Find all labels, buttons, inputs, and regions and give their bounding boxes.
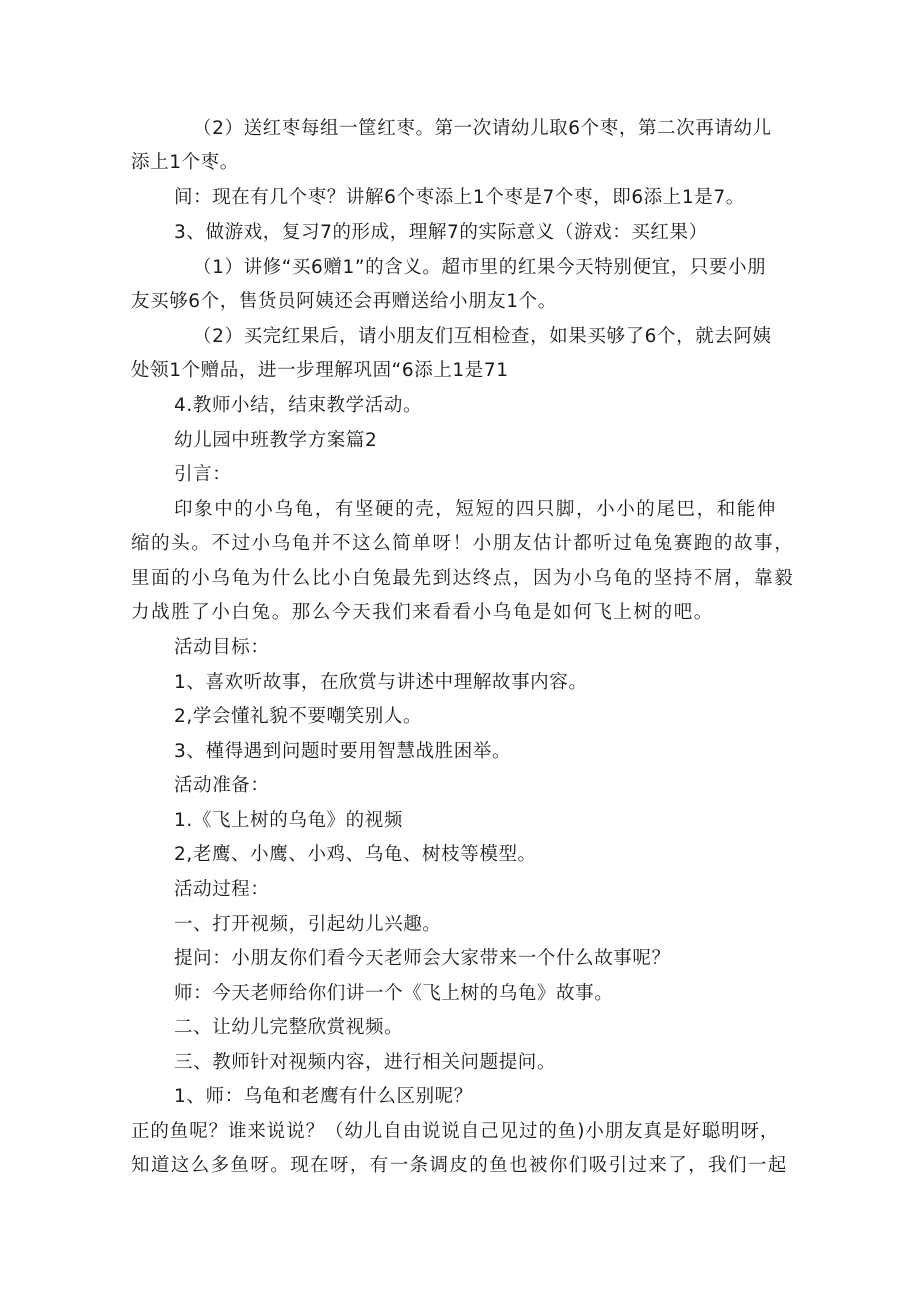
text-line: （2）买完红果后，请小朋友们互相检查，如果买够了6个，就去阿姨 [193,326,772,347]
text-line: （1）讲修“买6赠1”的含义。超市里的红果今天特别便宜，只要小朋 [193,257,767,278]
text-line: 里面的小乌龟为什么比小白兔最先到达终点，因为小乌龟的坚持不屑，靠毅 [131,568,795,589]
subheading: 活动过程： [174,879,270,900]
text-line: 正的鱼呢？谁来说说？（幼儿自由说说自己见过的鱼)小朋友真是好聪明呀， [131,1121,780,1142]
text-line: 2,学会懂礼貌不要嘲笑别人。 [174,706,423,727]
text-line: 三、教师针对视频内容，进行相关问题提问。 [174,1052,557,1073]
text-line: 处领1个赠品，进一步理解巩固“6添上1是71 [131,360,509,381]
text-line: 间：现在有几个枣？讲解6个枣添上1个枣是7个枣，即6添上1是7。 [174,187,745,208]
text-line: 3、槿得遇到问题时要用智慧战胜困举。 [174,741,512,762]
text-line: 3、做游戏，复习7的形成，理解7的实际意义（游戏：买红果） [174,222,708,243]
subheading: 活动准备： [174,775,270,796]
text-line: 一、打开视频，引起幼儿兴趣。 [174,914,442,935]
text-line: 印象中的小乌龟，有坚硬的壳，短短的四只脚，小小的尾巴，和能伸 [174,499,778,520]
text-line: 知道这么多鱼呀。现在呀，有一条调皮的鱼也被你们吸引过来了，我们一起 [131,1155,788,1176]
text-line: 2,老鹰、小鹰、小鸡、乌龟、树枝等模型。 [174,844,537,865]
text-line: 1.《飞上树的乌龟》的视频 [174,810,403,831]
text-line: 1、喜欢听故事，在欣赏与讲述中理解故事内容。 [174,672,588,693]
subheading: 引言： [174,464,232,485]
subheading: 活动目标： [174,637,270,658]
text-line: 4.教师小结，结束教学活动。 [174,395,423,416]
text-line: 提问：小朋友你们看今天老师会大家带来一个什么故事呢？ [174,948,671,969]
text-line: 力战胜了小白兔。那么今天我们来看看小乌龟是如何飞上树的吧。 [131,602,714,623]
text-line: 1、师：乌龟和老鹰有什么区别呢？ [174,1086,473,1107]
text-line: 缩的头。不过小乌龟并不这么简单呀！小朋友估计都听过龟兔赛跑的故事， [131,533,795,554]
text-line: 添上1个枣。 [131,152,239,173]
section-heading: 幼儿园中班教学方案篇2 [174,430,378,451]
text-line: （2）送红枣每组一筐红枣。第一次请幼儿取6个枣，第二次再请幼儿 [193,118,772,139]
text-line: 二、让幼儿完整欣赏视频。 [174,1017,404,1038]
text-line: 友买够6个，售货员阿姨还会再赠送给小朋友1个。 [131,291,557,312]
text-line: 师：今天老师给你们讲一个《飞上树的乌龟》故事。 [174,983,614,1004]
